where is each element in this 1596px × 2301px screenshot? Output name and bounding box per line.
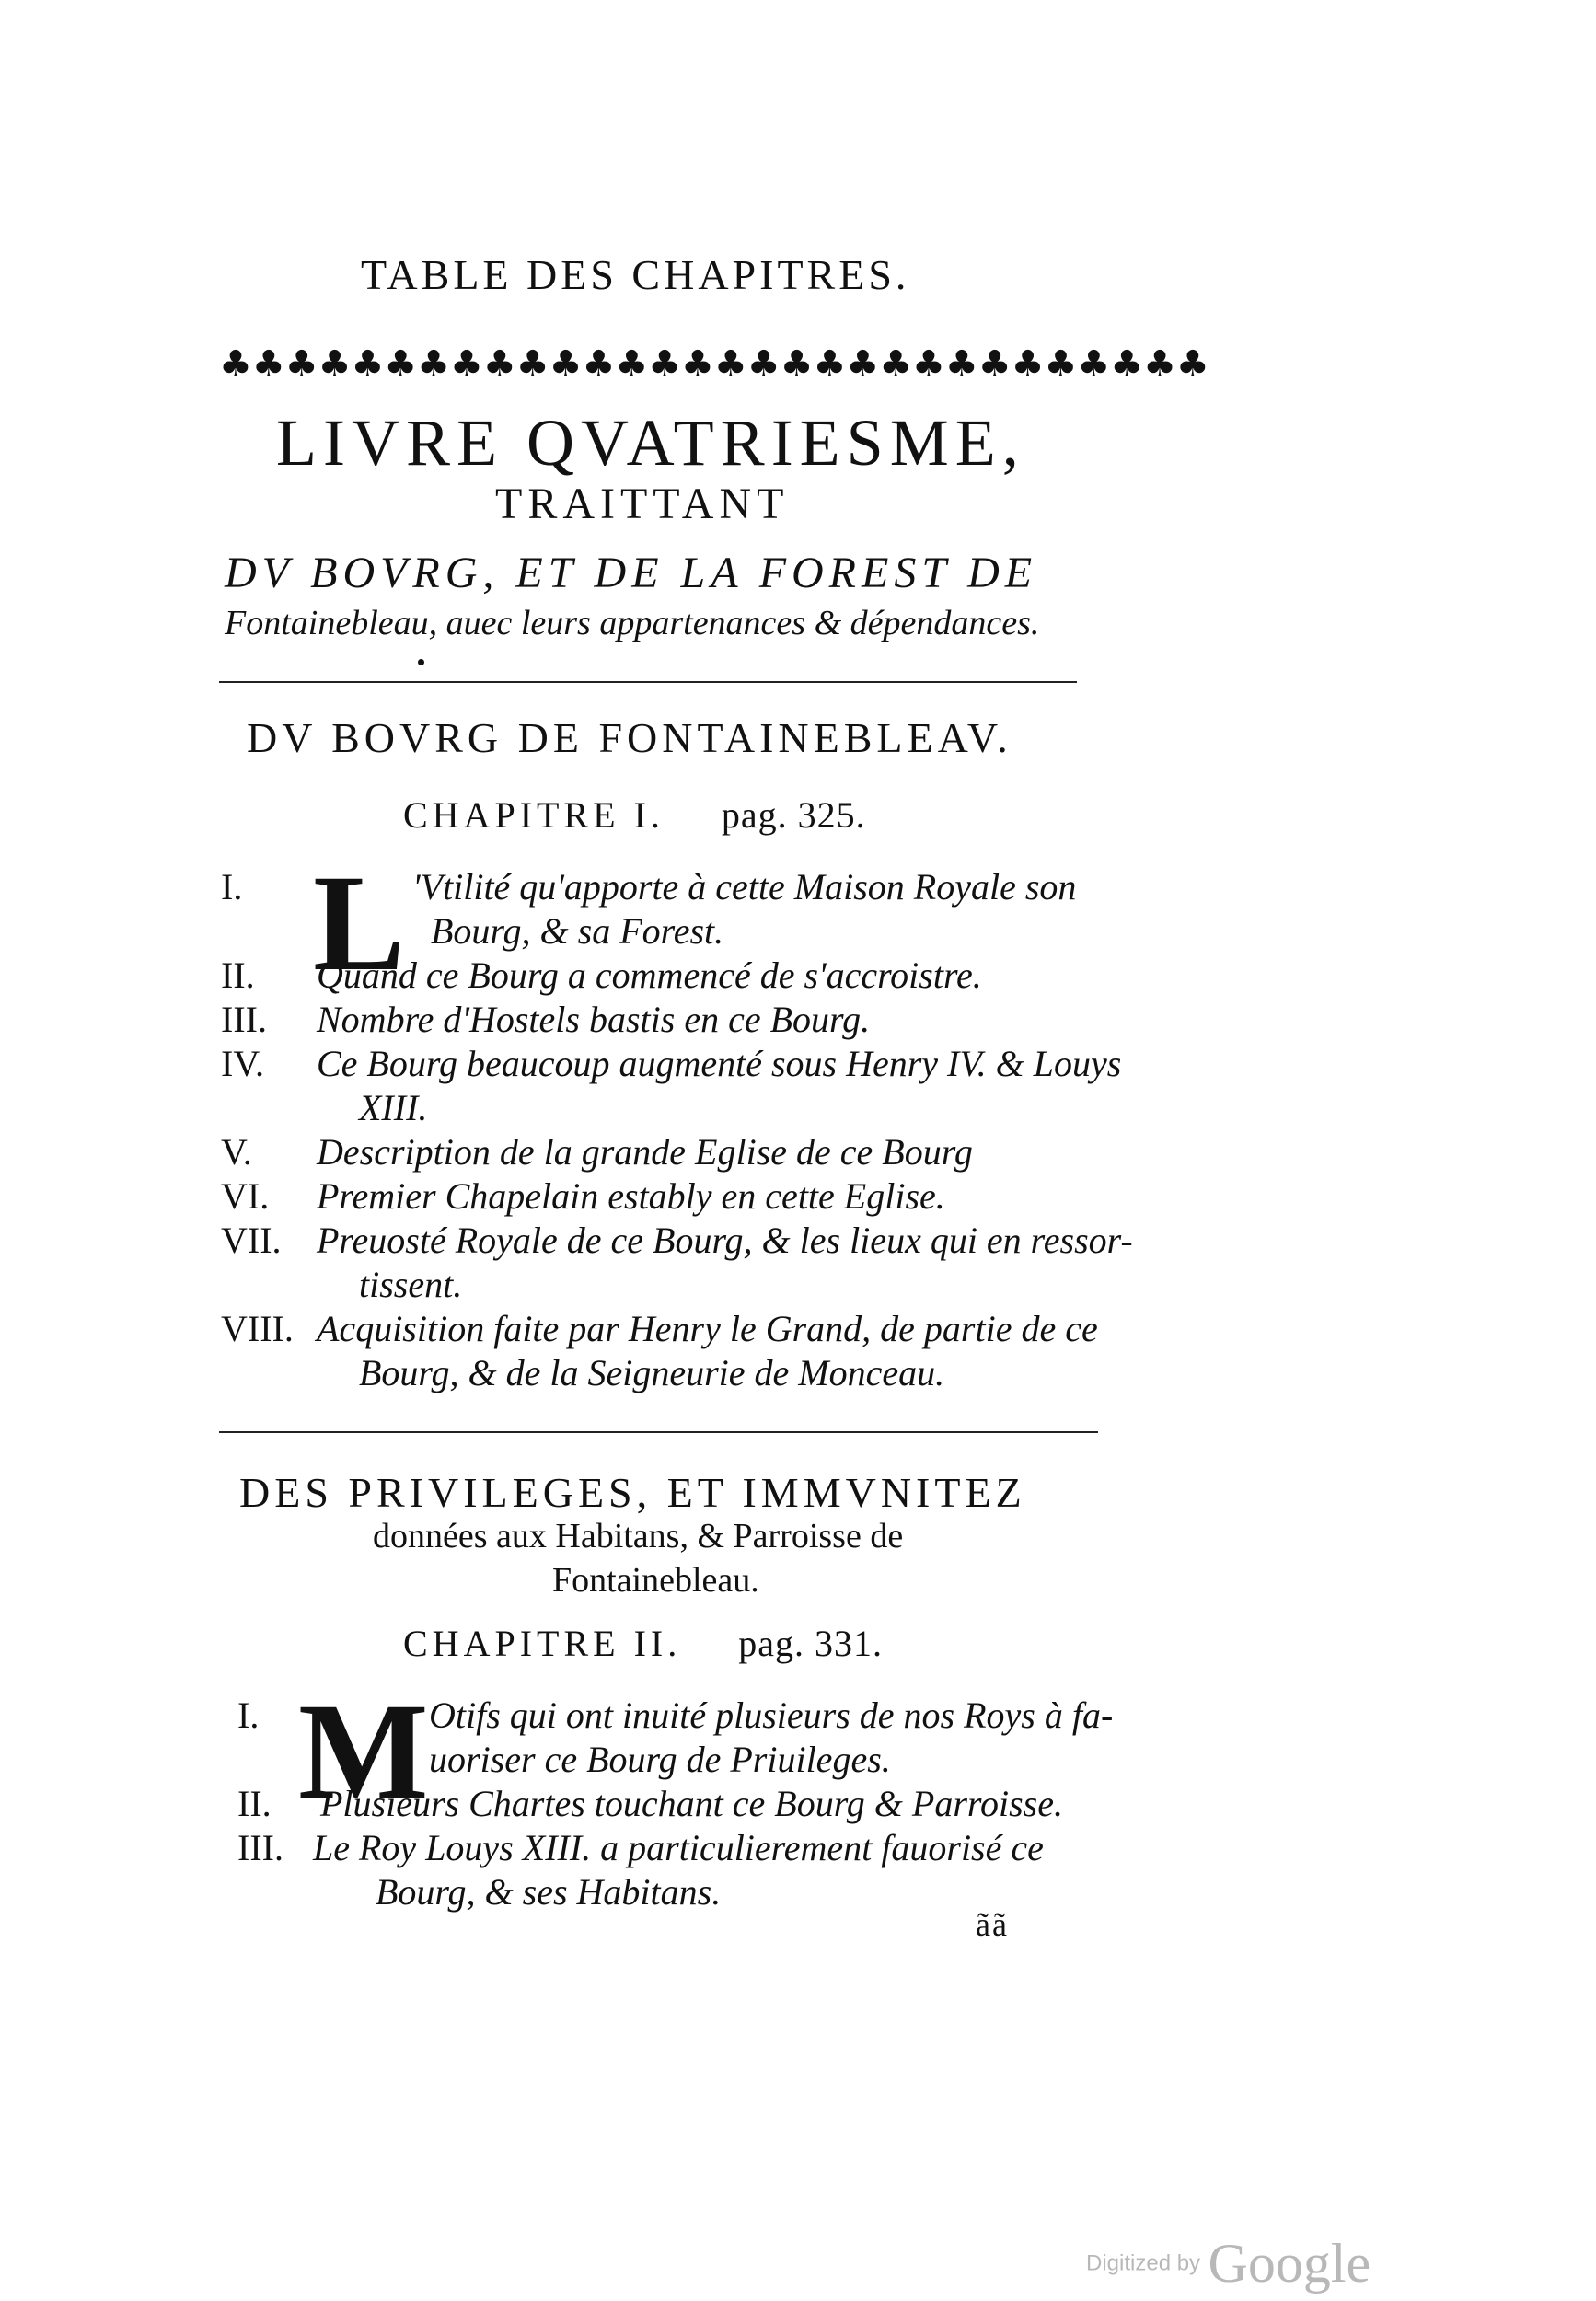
ornament-glyph-icon: ♣ xyxy=(1044,343,1078,386)
ornament-glyph-icon: ♣ xyxy=(1110,343,1144,386)
divider-rule xyxy=(219,681,1077,683)
list-item xyxy=(221,1219,1133,1307)
ornament-glyph-icon: ♣ xyxy=(813,343,847,386)
list-item xyxy=(221,1174,1104,1219)
item-text-cont: tissent. xyxy=(359,1264,463,1305)
watermark-brand: Google xyxy=(1208,2233,1371,2294)
ornament-band xyxy=(219,341,1209,388)
section2-chapter-heading xyxy=(403,1622,883,1665)
ornament-glyph-icon: ♣ xyxy=(219,343,252,386)
ornament-glyph-icon: ♣ xyxy=(746,343,781,386)
item-text: Ce Bourg beaucoup augmenté sous Henry IV. & Louys xyxy=(317,1043,1122,1084)
section2-title-line2: données aux Habitans, & Parroisse de xyxy=(373,1517,904,1555)
drop-cap: L xyxy=(313,847,406,1000)
list-item xyxy=(237,1826,1139,1914)
item-text-cont: Bourg, & sa Forest. xyxy=(431,910,724,952)
chapter-page: pag. 331. xyxy=(738,1623,883,1664)
section1-chapter-heading xyxy=(403,793,866,837)
item-text-cont: Bourg, & ses Habitans. xyxy=(376,1871,722,1913)
ornament-glyph-icon: ♣ xyxy=(417,343,451,386)
ornament-glyph-icon: ♣ xyxy=(846,343,880,386)
item-number: VI. xyxy=(221,1175,270,1217)
ornament-glyph-icon: ♣ xyxy=(615,343,649,386)
list-item xyxy=(221,1130,1104,1174)
ornament-glyph-icon: ♣ xyxy=(318,343,352,386)
digitized-watermark xyxy=(1086,2232,1370,2295)
item-number: III. xyxy=(237,1827,283,1868)
ornament-glyph-icon: ♣ xyxy=(648,343,682,386)
item-text: Otifs qui ont inuité plusieurs de nos Roys à fa- xyxy=(429,1694,1114,1736)
ornament-glyph-icon: ♣ xyxy=(1143,343,1176,386)
item-number: VII. xyxy=(221,1220,282,1261)
list-item xyxy=(221,1042,1122,1130)
item-text: Plusieurs Chartes touchant ce Bourg & Parroisse. xyxy=(320,1783,1063,1824)
ornament-glyph-icon: ♣ xyxy=(515,343,549,386)
item-text-cont: XIII. xyxy=(359,1087,428,1128)
list-item xyxy=(237,1782,1139,1826)
item-text-cont: Bourg, & de la Seigneurie de Monceau. xyxy=(359,1352,945,1393)
watermark-prefix: Digitized by xyxy=(1086,2250,1201,2276)
book-subtitle-line1: DV BOVRG, ET DE LA FOREST DE xyxy=(225,549,1038,597)
item-text: Quand ce Bourg a commencé de s'accroistre. xyxy=(317,954,982,996)
chapter-label: CHAPITRE I. xyxy=(403,794,665,836)
book-subtitle-line2: Fontainebleau, auec leurs appartenances & dépendances. xyxy=(225,604,1040,642)
item-text-cont: uoriser ce Bourg de Priuileges. xyxy=(429,1739,891,1780)
item-number: II. xyxy=(221,954,255,996)
ornament-glyph-icon: ♣ xyxy=(284,343,318,386)
ornament-glyph-icon: ♣ xyxy=(384,343,418,386)
ornament-glyph-icon: ♣ xyxy=(912,343,945,386)
item-text: Le Roy Louys XIII. a particulierement fauorisé ce xyxy=(313,1827,1044,1868)
list-item xyxy=(221,954,1104,998)
ornament-glyph-icon: ♣ xyxy=(977,343,1012,386)
item-text: Premier Chapelain estably en cette Eglise. xyxy=(317,1175,945,1217)
section1-title: DV BOVRG DE FONTAINEBLEAV. xyxy=(247,714,1012,761)
item-number: I. xyxy=(237,1694,260,1736)
item-number: V. xyxy=(221,1131,252,1173)
ornament-glyph-icon: ♣ xyxy=(351,343,385,386)
chapter-label: CHAPITRE II. xyxy=(403,1623,682,1664)
ornament-glyph-icon: ♣ xyxy=(1175,343,1209,386)
ornament-glyph-icon: ♣ xyxy=(482,343,516,386)
printer-dot xyxy=(418,659,424,665)
item-number: I. xyxy=(221,866,243,908)
list-item xyxy=(221,998,1104,1042)
item-number: II. xyxy=(237,1783,272,1824)
ornament-glyph-icon: ♣ xyxy=(681,343,714,386)
ornament-glyph-icon: ♣ xyxy=(944,343,978,386)
item-number: IV. xyxy=(221,1043,265,1084)
section2-title-line3: Fontainebleau. xyxy=(552,1561,759,1600)
signature-mark: ãã xyxy=(976,1906,1009,1943)
ornament-glyph-icon: ♣ xyxy=(879,343,913,386)
ornament-glyph-icon: ♣ xyxy=(1011,343,1045,386)
ornament-glyph-icon: ♣ xyxy=(251,343,285,386)
item-text: 'Vtilité qu'apporte à cette Maison Royale son xyxy=(412,866,1077,908)
item-number: III. xyxy=(221,999,267,1040)
ornament-glyph-icon: ♣ xyxy=(549,343,583,386)
divider-rule xyxy=(219,1431,1098,1433)
ornament-glyph-icon: ♣ xyxy=(713,343,747,386)
item-text: Preuosté Royale de ce Bourg, & les lieux qui en ressor- xyxy=(317,1220,1133,1261)
running-head: TABLE DES CHAPITRES. xyxy=(361,251,910,298)
item-text: Acquisition faite par Henry le Grand, de partie de ce xyxy=(317,1308,1098,1349)
ornament-glyph-icon: ♣ xyxy=(780,343,814,386)
ornament-glyph-icon: ♣ xyxy=(582,343,616,386)
book-title: LIVRE QVATRIESME, xyxy=(276,406,1025,480)
chapter-page: pag. 325. xyxy=(721,794,866,836)
section2-title-line1: DES PRIVILEGES, ET IMMVNITEZ xyxy=(239,1469,1026,1516)
item-text: Nombre d'Hostels bastis en ce Bourg. xyxy=(317,999,871,1040)
book-traittant: TRAITTANT xyxy=(495,480,790,528)
ornament-glyph-icon: ♣ xyxy=(1077,343,1111,386)
ornament-glyph-icon: ♣ xyxy=(450,343,483,386)
list-item xyxy=(221,1307,1123,1395)
item-number: VIII. xyxy=(221,1308,294,1349)
item-text: Description de la grande Eglise de ce Bourg xyxy=(317,1131,973,1173)
drop-cap: M xyxy=(298,1675,429,1828)
